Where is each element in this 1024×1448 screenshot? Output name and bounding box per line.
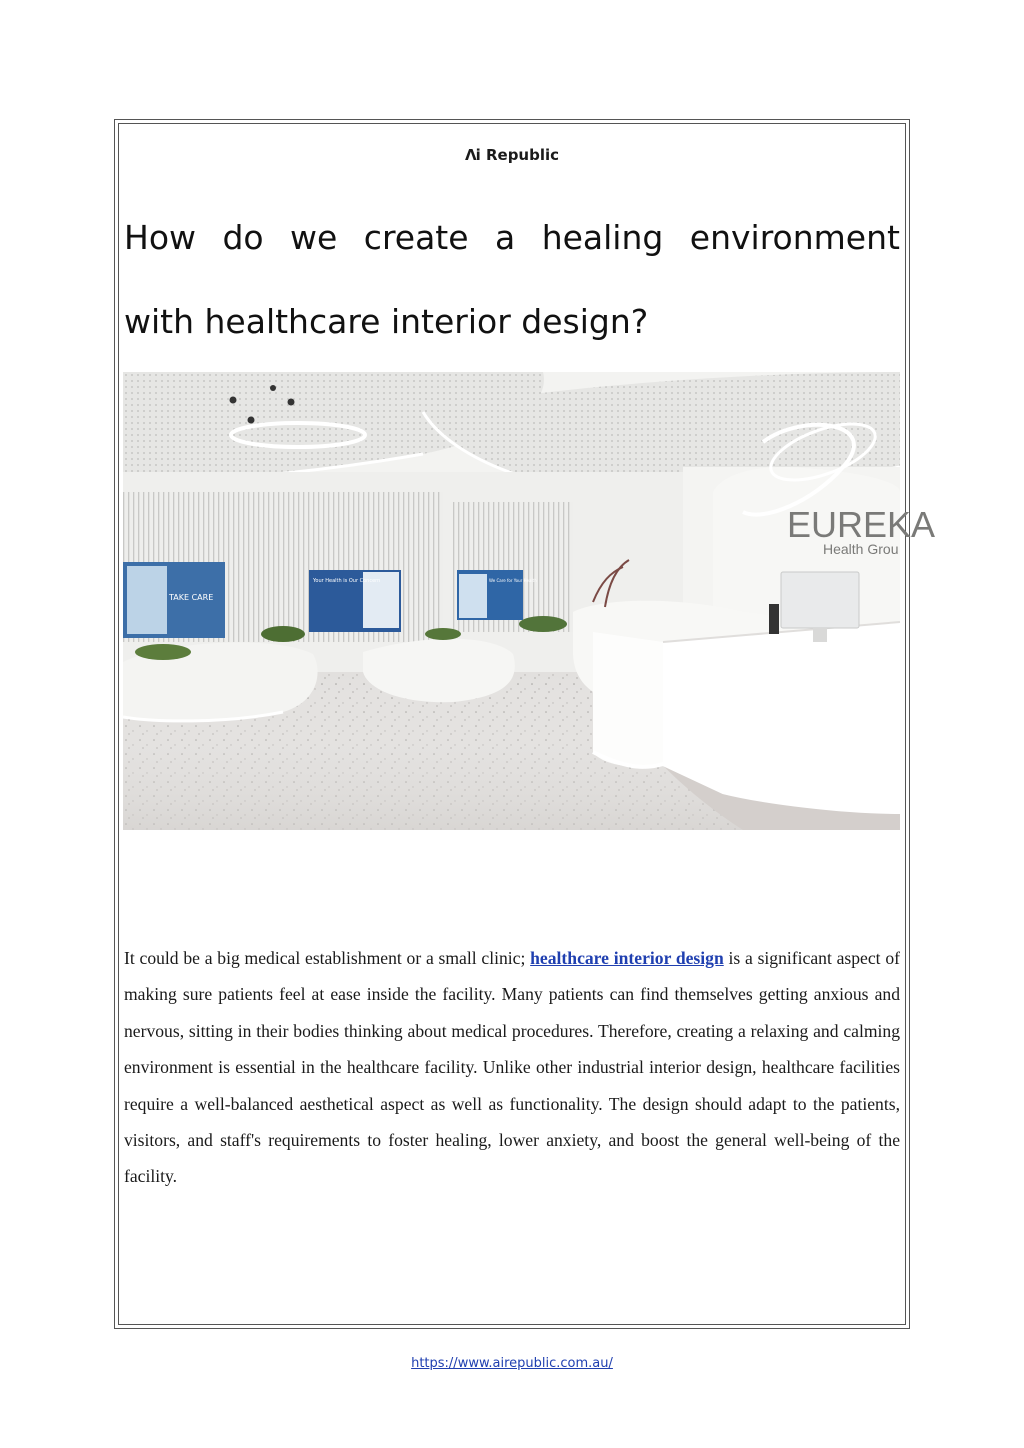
title-line-2: with healthcare interior design?	[124, 302, 649, 341]
clinic-interior-illustration	[123, 372, 936, 830]
eureka-sign-subtitle: Health Grou	[823, 541, 899, 557]
ai-republic-logo	[0, 146, 1024, 164]
title-word: create	[363, 218, 469, 257]
title-word: environment	[689, 218, 900, 257]
footer-website-link[interactable]: https://www.airepublic.com.au/	[411, 1356, 613, 1371]
footer	[0, 1356, 1024, 1371]
screen-1-text: TAKE CARE	[169, 593, 214, 602]
title-word: How	[124, 218, 196, 257]
screen-3-text: We Care for Your Health	[489, 578, 537, 583]
healthcare-interior-design-link[interactable]: healthcare interior design	[530, 948, 724, 968]
title-word: a	[495, 218, 516, 257]
body-text-intro: It could be a big medical establishment or a small clinic;	[124, 948, 531, 968]
title-word: do	[222, 218, 264, 257]
wall-screen-2	[309, 570, 401, 632]
title-line-1	[124, 196, 900, 280]
logo-text: Republic	[485, 146, 560, 164]
screen-2-text: Your Health is Our Concern	[313, 578, 381, 584]
eureka-sign-title: EUREKA	[787, 504, 936, 545]
body-paragraph	[124, 940, 900, 1195]
body-text-rest: is a significant aspect of making sure patients feel at ease inside the facility. Many patients can find themselves getting anxious and nervous, sitting in their bodies thinking about medical procedures. Therefore, creating a relaxing and calming environment is essential in the healthcare facility. Unlike other industrial interior design, healthcare facilities require a well-balanced aesthetical aspect as well as functionality. The design should adapt to the patients, visitors, and staff's requirements to foster healing, lower anxiety, and boost the general well-being of the facility.	[124, 948, 900, 1187]
wall-screen-1	[123, 562, 225, 638]
title-word: healing	[541, 218, 664, 257]
hero-image-clinic-interior	[123, 372, 936, 830]
logo-mark: Λi	[464, 146, 480, 164]
title-word: we	[290, 218, 338, 257]
page-title	[124, 196, 900, 364]
